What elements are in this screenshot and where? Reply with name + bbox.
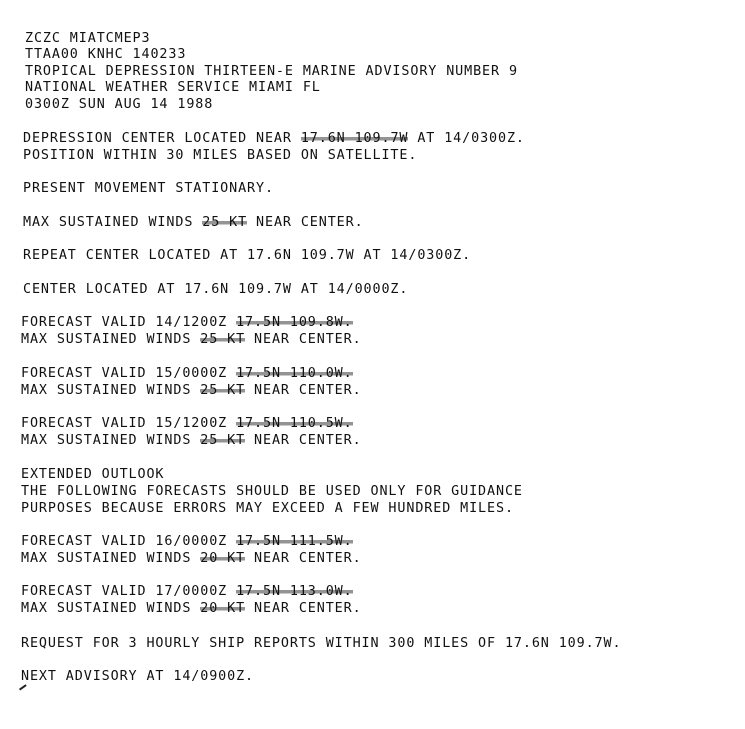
next-advisory: NEXT ADVISORY AT 14/0900Z. [21,669,255,684]
forecast-winds-prefix: MAX SUSTAINED WINDS [21,332,201,347]
forecast-valid: FORECAST VALID 17/0000Z [21,584,237,599]
forecast-winds-prefix: MAX SUSTAINED WINDS [21,433,201,448]
forecast-winds [21,383,362,399]
center-prefix: DEPRESSION CENTER LOCATED NEAR [23,131,301,146]
center-location [23,131,525,147]
forecast-winds-suffix: NEAR CENTER. [245,433,362,448]
center-position: 17.6N 109.7W [300,131,409,146]
outlook-text-1: THE FOLLOWING FORECASTS SHOULD BE USED ONLY FOR GUIDANCE [21,484,523,499]
max-winds-suffix: NEAR CENTER. [247,215,364,230]
forecast-winds-value: 25 KT [200,383,246,398]
max-winds-prefix: MAX SUSTAINED WINDS [23,215,203,230]
forecast-winds-suffix: NEAR CENTER. [245,551,362,566]
forecast-winds-prefix: MAX SUSTAINED WINDS [21,551,201,566]
forecast-position: 17.5N 110.0W. [236,366,353,381]
forecast-winds-suffix: NEAR CENTER. [245,332,362,347]
center-previous: CENTER LOCATED AT 17.6N 109.7W AT 14/0000Z. [23,282,409,297]
position-accuracy: POSITION WITHIN 30 MILES BASED ON SATELLITE. [23,148,418,163]
max-winds-value: 25 KT [202,215,248,230]
issuing-office: NATIONAL WEATHER SERVICE MIAMI FL [25,80,321,95]
forecast-winds-prefix: MAX SUSTAINED WINDS [21,383,201,398]
outlook-title: EXTENDED OUTLOOK [21,467,165,482]
extended-forecast-line [21,584,353,600]
forecast-winds-suffix: NEAR CENTER. [245,383,362,398]
center-suffix: AT 14/0300Z. [408,131,525,146]
forecast-valid: FORECAST VALID 15/0000Z [21,366,237,381]
forecast-winds-value: 25 KT [200,433,246,448]
pen-mark [19,684,29,694]
forecast-line [21,315,353,331]
forecast-position: 17.5N 109.8W. [236,315,353,330]
forecast-position: 17.5N 113.0W. [236,584,353,599]
present-movement: PRESENT MOVEMENT STATIONARY. [23,181,274,196]
max-winds [23,215,364,231]
forecast-winds-value: 25 KT [200,332,246,347]
extended-forecast-line [21,534,353,550]
ship-report-request: REQUEST FOR 3 HOURLY SHIP REPORTS WITHIN 300 MILES OF 17.6N 109.7W. [21,636,622,651]
repeat-center: REPEAT CENTER LOCATED AT 17.6N 109.7W AT 14/0300Z. [23,248,472,263]
forecast-winds [21,332,362,348]
forecast-position: 17.5N 110.5W. [236,416,353,431]
forecast-valid: FORECAST VALID 15/1200Z [21,416,237,431]
forecast-position: 17.5N 111.5W. [236,534,353,549]
forecast-valid: FORECAST VALID 16/0000Z [21,534,237,549]
forecast-winds [21,433,362,449]
header-line-2: TTAA00 KNHC 140233 [25,47,187,62]
advisory-title: TROPICAL DEPRESSION THIRTEEN-E MARINE ADVISORY NUMBER 9 [25,64,518,79]
forecast-winds-value: 20 KT [200,551,246,566]
header-line-1: ZCZC MIATCMEP3 [25,31,151,46]
forecast-winds-suffix: NEAR CENTER. [245,601,362,616]
extended-forecast-winds [21,601,362,617]
extended-forecast-winds [21,551,362,567]
outlook-text-2: PURPOSES BECAUSE ERRORS MAY EXCEED A FEW HUNDRED MILES. [21,501,514,516]
forecast-valid: FORECAST VALID 14/1200Z [21,315,237,330]
forecast-winds-prefix: MAX SUSTAINED WINDS [21,601,201,616]
issue-time: 0300Z SUN AUG 14 1988 [25,97,214,112]
forecast-winds-value: 20 KT [200,601,246,616]
forecast-line [21,366,353,382]
forecast-line [21,416,353,432]
